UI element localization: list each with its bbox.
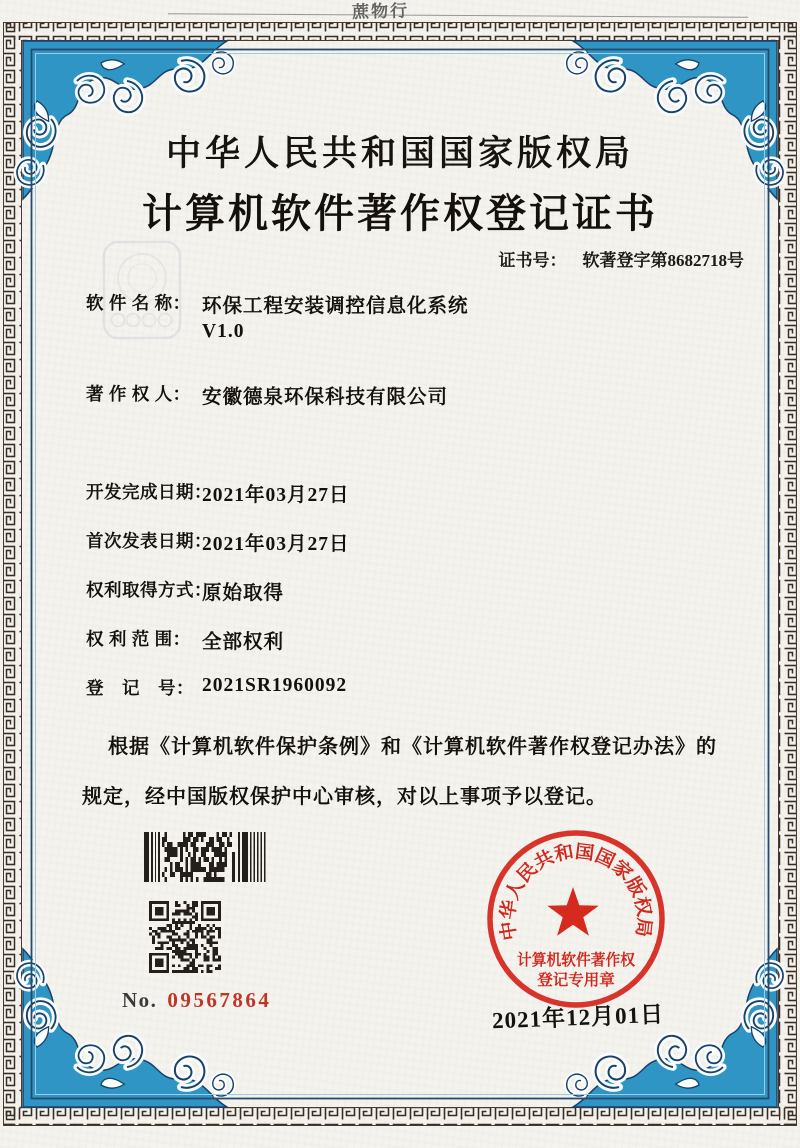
serial-number	[122, 988, 271, 1013]
border-top-band	[4, 23, 796, 40]
seal-text-line1: 计算机软件著作权	[517, 952, 642, 969]
field-row-rights-scope	[0, 626, 800, 654]
qr-code	[149, 901, 221, 973]
field-label: 著 作 权 人：	[86, 384, 191, 404]
top-handwritten-annotation: 蔗物行	[351, 1, 410, 22]
serial-value: 09567864	[167, 988, 272, 1012]
certificate-title: 计算机软件著作权登记证书	[142, 191, 658, 236]
certificate-number	[499, 246, 745, 271]
field-label: 开发完成日期：	[86, 482, 212, 502]
field-row-copyright-owner	[0, 381, 800, 409]
field-row-software-name	[0, 290, 800, 318]
field-value: 环保工程安装调控信息化系统	[202, 296, 469, 317]
field-value: V1.0	[202, 321, 245, 342]
field-value: 全部权利	[202, 632, 285, 653]
registration-date: 2021年12月01日	[491, 1001, 665, 1034]
field-label: 权利取得方式：	[86, 580, 212, 600]
field-label: 软 件 名 称：	[86, 293, 191, 313]
official-seal	[484, 827, 669, 1012]
field-value: 2021SR1960092	[202, 675, 348, 696]
field-label: 首次发表日期：	[86, 531, 212, 551]
certificate-number-label: 证书号：	[498, 251, 567, 270]
issuing-authority: 中华人民共和国国家版权局	[165, 134, 634, 173]
field-row-registration-number	[0, 675, 800, 703]
field-row-first-publication-date	[0, 528, 800, 556]
field-value: 2021年03月27日	[202, 534, 350, 555]
field-row-dev-completion-date	[0, 479, 800, 507]
serial-label: No.	[122, 988, 158, 1012]
field-row-software-version	[0, 321, 800, 349]
field-value: 安徽德泉环保科技有限公司	[202, 387, 449, 408]
field-label: 登 记 号：	[86, 678, 194, 698]
statement-line-1: 根据《计算机软件保护条例》和《计算机软件著作权登记办法》的	[108, 736, 717, 758]
field-value: 2021年03月27日	[202, 485, 350, 506]
seal-star-icon	[547, 887, 598, 936]
field-value: 原始取得	[202, 583, 285, 604]
field-label: 权 利 范 围：	[86, 629, 191, 649]
field-row-rights-acquisition	[0, 577, 800, 605]
registration-statement	[82, 722, 772, 822]
border-bottom-band	[4, 1108, 796, 1125]
barcode	[144, 832, 266, 882]
seal-text-line2: 登记专用章	[537, 972, 615, 989]
seal-ring-text: 中华人民共和国国家版权局	[498, 842, 654, 942]
certificate-number-value: 软著登字第8682718号	[582, 251, 744, 270]
statement-line-2: 规定，经中国版权保护中心审核，对以上事项予以登记。	[82, 786, 607, 808]
